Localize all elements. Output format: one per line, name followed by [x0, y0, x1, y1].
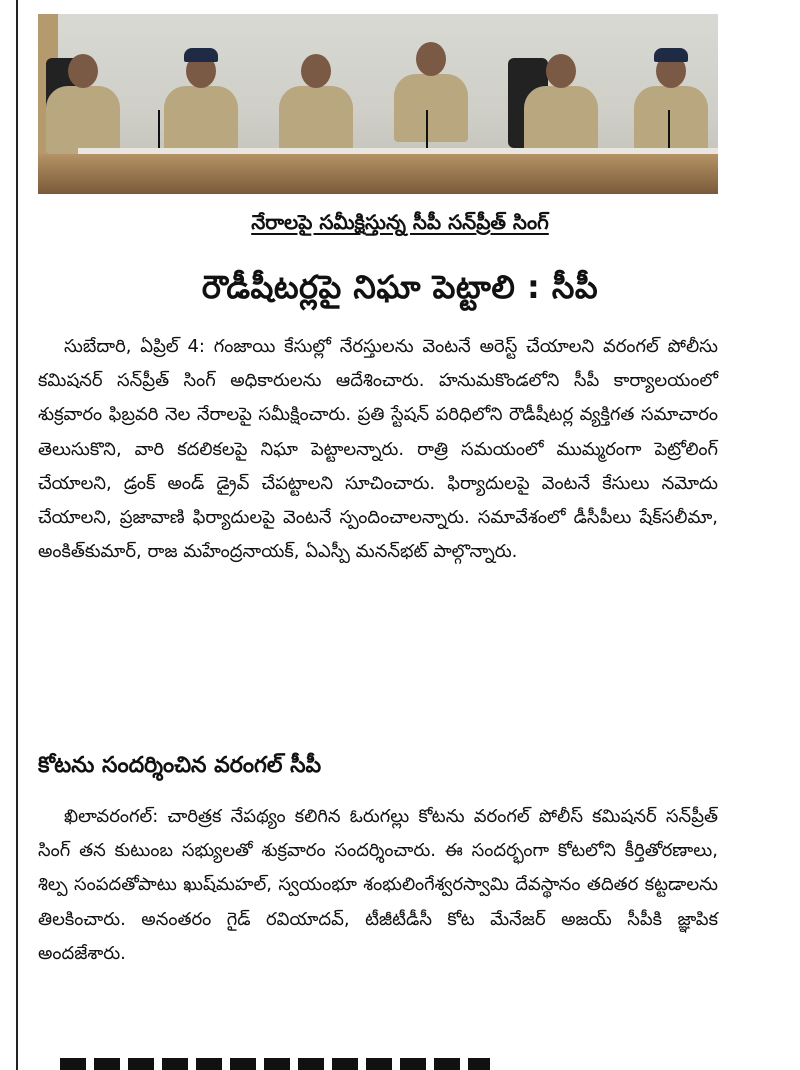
- article-body-secondary: ఖిలావరంగల్: చారిత్రక నేపథ్యం కలిగిన ఓరుగల్లు కోటను వరంగల్ పోలీస్ కమిషనర్ సన్‌ప్రీత్ సింగ్ తన కుటుంబ సభ్యులతో శుక్రవారం సందర్శించారు. ఈ సందర్భంగా కోటలోని కీర్తితోరణాలు, శిల్ప సంపదతోపాటు ఖుష్‌మహల్, స్వయంభూ శంభులింగేశ్వరస్వామి దేవస్థానం తదితర కట్టడాలను తిలకించారు. అనంతరం గైడ్ రవియాదవ్, టీజీటీడీసీ కోట మేనేజర్ అజయ్ సీపీకి జ్ఞాపిక అందజేశారు.: [38, 806, 718, 964]
- cropped-next-headline: [60, 1058, 490, 1070]
- article-body: సుబేదారి, ఏప్రిల్ 4: గంజాయి కేసుల్లో నేరస్తులను వెంటనే అరెస్ట్ చేయాలని వరంగల్ పోలీసు కమిషనర్ సన్‌ప్రీత్ సింగ్ అధికారులను ఆదేశించారు. హనుమకొండలోని సీపీ కార్యాలయంలో శుక్రవారం ఫిబ్రవరి నెల నేరాలపై సమీక్షించారు. ప్రతి స్టేషన్ పరిధిలోని రౌడీషీటర్ల వ్యక్తిగత సమాచారం తెలుసుకొని, వారి కదలికలపై నిఘా పెట్టాలన్నారు. రాత్రి సమయంలో ముమ్మరంగా పెట్రోలింగ్ చేయాలని, డ్రంక్ అండ్ డ్రైవ్ చేపట్టాలని సూచించారు. ఫిర్యాదులపై వెంటనే కేసులు నమోదు చేయాలని, ప్రజావాణి ఫిర్యాదులపై వెంటనే స్పందించాలన్నారు. సమావేశంలో డీసీపీలు షేక్‌సలీమా, అంకిత్‌కుమార్, రాజ మహేంద్రనాయక్, ఏఎస్పీ మనన్‌భట్ పాల్గొన్నారు.: [38, 336, 718, 563]
- photo-microphone: [158, 110, 160, 150]
- article-headline: రౌడీషీటర్లపై నిఘా పెట్టాలి : సీపీ: [201, 268, 599, 306]
- photo-microphone: [668, 110, 670, 150]
- photo-officer: [628, 54, 714, 154]
- photo-officer: [388, 42, 474, 142]
- photo-officer: [273, 54, 359, 154]
- photo-officer: [40, 54, 126, 154]
- photo-table: [38, 154, 718, 194]
- photo-officer: [518, 54, 604, 154]
- column-rule: [16, 0, 18, 1070]
- news-photo: [38, 14, 718, 194]
- photo-microphone: [426, 110, 428, 150]
- article-subheadline: కోటను సందర్శించిన వరంగల్ సీపీ: [38, 753, 322, 778]
- photo-officer: [158, 54, 244, 154]
- photo-caption: నేరాలపై సమీక్షిస్తున్న సీపీ సన్‌ప్రీత్ సింగ్: [251, 210, 549, 234]
